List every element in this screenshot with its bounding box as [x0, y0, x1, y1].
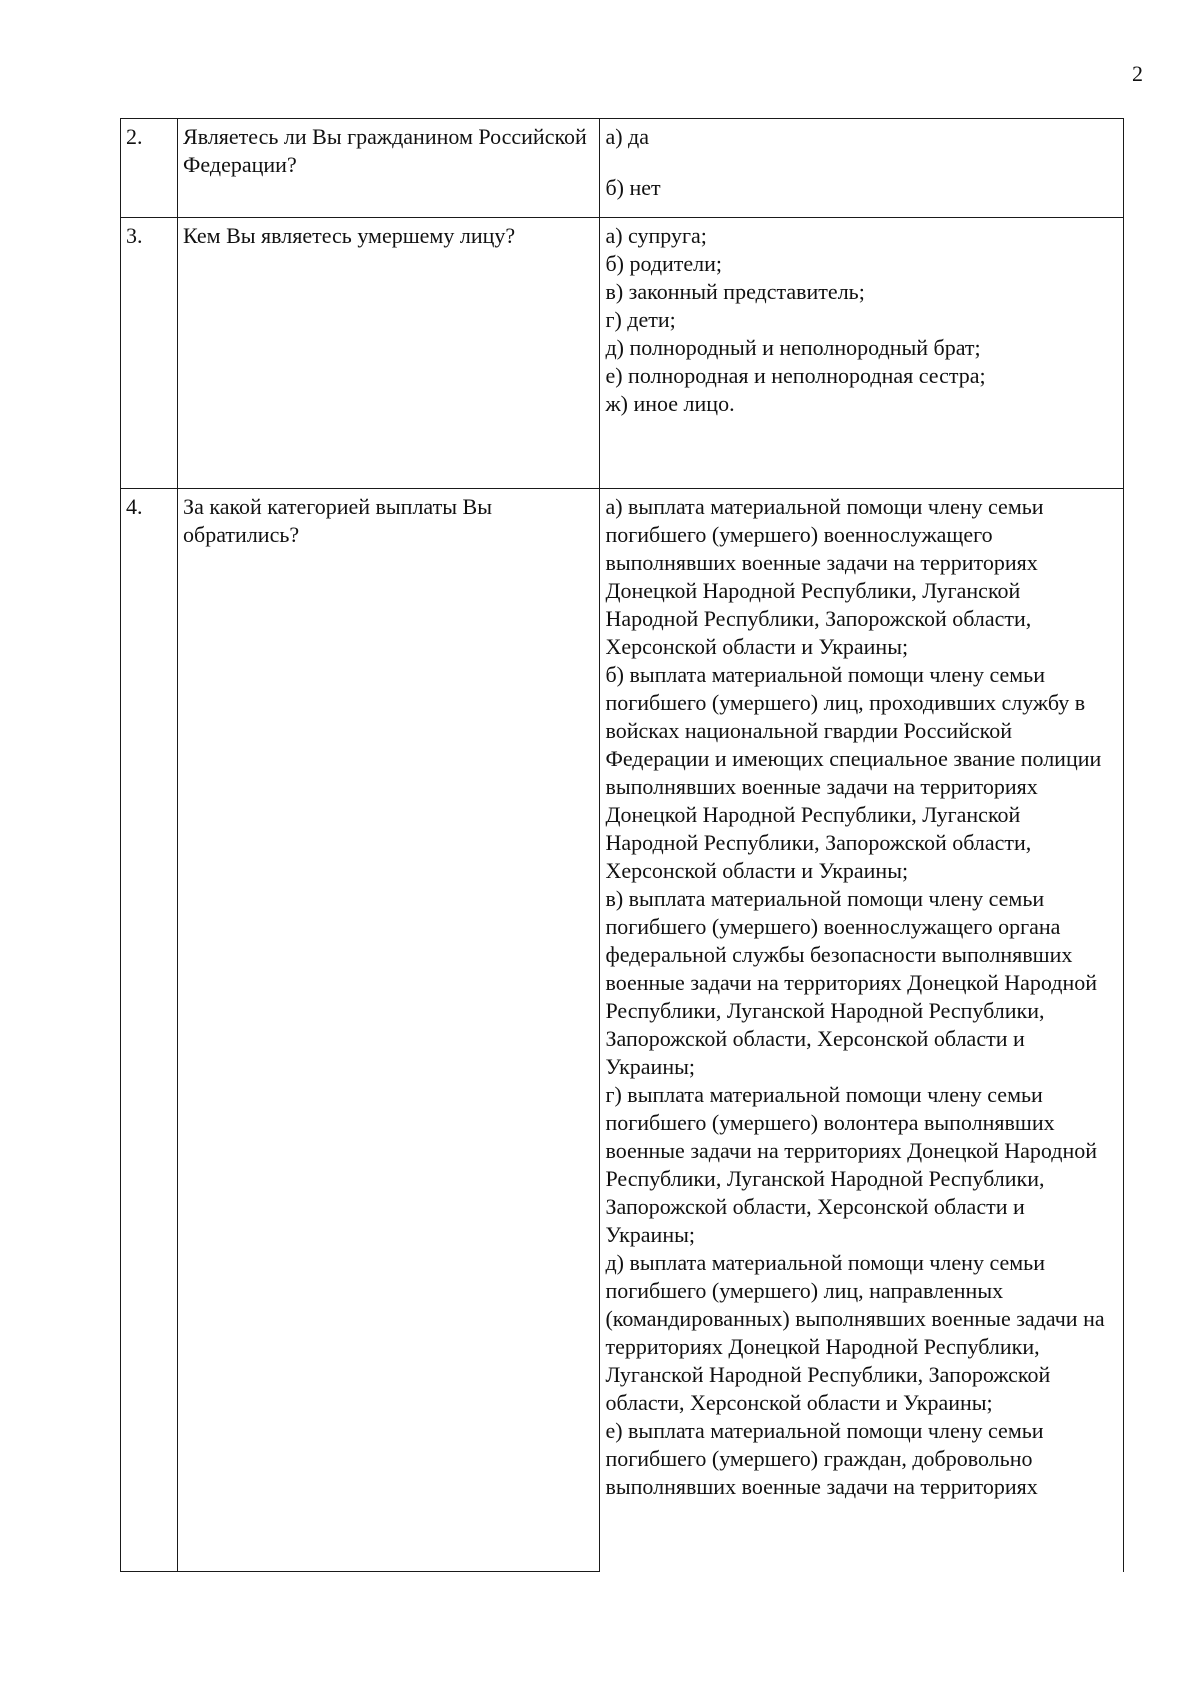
answer-option: б) выплата материальной помощи члену семьи погибшего (умершего) лиц, проходивших службу в войсках национальной гвардии Российской Федерации и имеющих специальное звание полиции выполнявших военные задачи на территориях Донецкой Народной Республики, Луганской Народной Республики, Запорожской области, Херсонской области и Украины;	[605, 662, 1102, 883]
answer-option: д) полнородный и неполнородный брат;	[605, 335, 981, 360]
answer-option: ж) иное лицо.	[605, 391, 735, 416]
questionnaire-table	[120, 118, 1124, 1572]
answer-option: д) выплата материальной помощи члену семьи погибшего (умершего) лиц, направленных (командированных) выполнявших военные задачи на территориях Донецкой Народной Республики, Луганской Народной Республики, Запорожской области, Херсонской области и Украины;	[605, 1250, 1105, 1415]
question-text: Являетесь ли Вы гражданином Российской Федерации?	[178, 119, 600, 218]
answer-options	[600, 218, 1124, 489]
answer-option: б) нет	[605, 175, 661, 200]
question-text: Кем Вы являетесь умершему лицу?	[178, 218, 600, 489]
answer-option: а) да	[605, 124, 650, 149]
answer-options	[600, 489, 1124, 1572]
page-number: 2	[1132, 61, 1143, 86]
row-number: 4.	[121, 489, 178, 1572]
row-number: 2.	[121, 119, 178, 218]
row-number: 3.	[121, 218, 178, 489]
answer-option: г) выплата материальной помощи члену семьи погибшего (умершего) волонтера выполнявших военные задачи на территориях Донецкой Народной Республики, Луганской Народной Республики, Запорожской области, Херсонской области и Украины;	[605, 1082, 1098, 1247]
table-row	[121, 489, 1124, 1572]
answer-options	[600, 119, 1124, 218]
table-row	[121, 119, 1124, 218]
answer-option: в) выплата материальной помощи члену семьи погибшего (умершего) военнослужащего органа федеральной службы безопасности выполнявших военные задачи на территориях Донецкой Народной Республики, Луганской Народной Республики, Запорожской области, Херсонской области и Украины;	[605, 886, 1098, 1079]
answer-option: а) супруга;	[605, 223, 707, 248]
table-row	[121, 218, 1124, 489]
answer-option: е) полнородная и неполнородная сестра;	[605, 363, 986, 388]
answer-option: б) родители;	[605, 251, 723, 276]
answer-option: е) выплата материальной помощи члену семьи погибшего (умершего) граждан, добровольно выполнявших военные задачи на территориях	[605, 1418, 1044, 1499]
question-text: За какой категорией выплаты Вы обратились?	[178, 489, 600, 1572]
answer-option: г) дети;	[605, 307, 676, 332]
answer-option: в) законный представитель;	[605, 279, 865, 304]
answer-option: а) выплата материальной помощи члену семьи погибшего (умершего) военнослужащего выполнявших военные задачи на территориях Донецкой Народной Республики, Луганской Народной Республики, Запорожской области, Херсонской области и Украины;	[605, 494, 1044, 659]
